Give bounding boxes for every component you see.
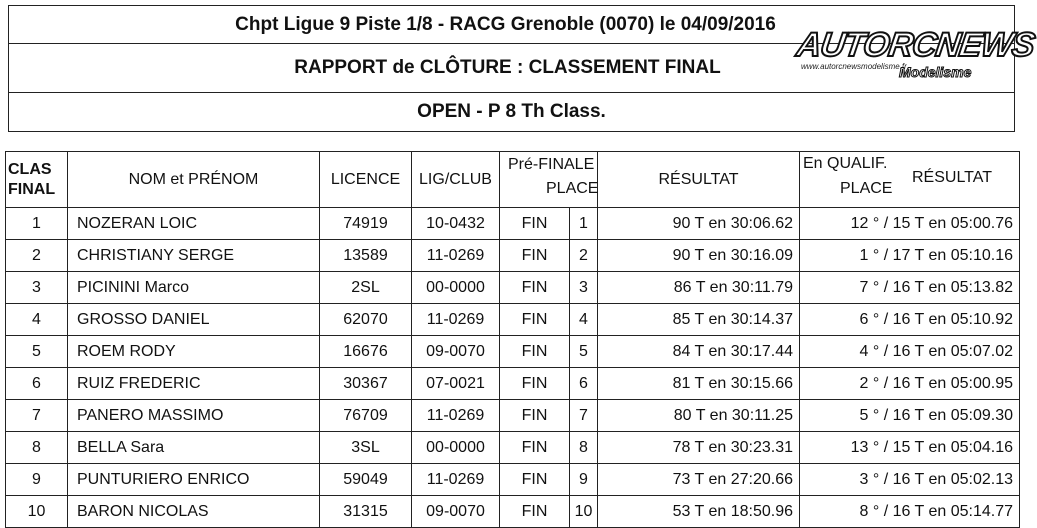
prefinal-place-cell: 3 xyxy=(570,272,598,304)
name-cell: BARON NICOLAS xyxy=(68,496,320,528)
rank-cell: 7 xyxy=(6,400,68,432)
rank-cell: 6 xyxy=(6,368,68,400)
table-row xyxy=(6,240,1020,272)
prefinal-place-cell: 9 xyxy=(570,464,598,496)
club-cell: 11-0269 xyxy=(412,304,500,336)
result-cell: 84 T en 30:17.44 xyxy=(598,336,800,368)
col-header-licence: LICENCE xyxy=(320,152,412,208)
qualif-cell: 12 ° / 15 T en 05:00.76 xyxy=(800,208,1020,240)
col-header-qualif: En QUALIF. PLACE RÉSULTAT xyxy=(800,152,1020,208)
prefinal-place-cell: 7 xyxy=(570,400,598,432)
licence-cell: 31315 xyxy=(320,496,412,528)
licence-cell: 13589 xyxy=(320,240,412,272)
table-header-row xyxy=(6,152,1020,208)
col-header-prefinale: Pré-FINALE PLACE xyxy=(500,152,598,208)
category-title: OPEN - P 8 Th Class. xyxy=(417,101,606,122)
club-cell: 11-0269 xyxy=(412,240,500,272)
status-cell: FIN xyxy=(500,496,570,528)
licence-cell: 3SL xyxy=(320,432,412,464)
result-cell: 80 T en 30:11.25 xyxy=(598,400,800,432)
qualif-cell: 5 ° / 16 T en 05:09.30 xyxy=(800,400,1020,432)
qualif-cell: 3 ° / 16 T en 05:02.13 xyxy=(800,464,1020,496)
licence-cell: 74919 xyxy=(320,208,412,240)
qualif-cell: 2 ° / 16 T en 05:00.95 xyxy=(800,368,1020,400)
status-cell: FIN xyxy=(500,240,570,272)
status-cell: FIN xyxy=(500,368,570,400)
status-cell: FIN xyxy=(500,272,570,304)
club-cell: 00-0000 xyxy=(412,432,500,464)
status-cell: FIN xyxy=(500,400,570,432)
club-cell: 11-0269 xyxy=(412,464,500,496)
qualif-cell: 4 ° / 16 T en 05:07.02 xyxy=(800,336,1020,368)
licence-cell: 30367 xyxy=(320,368,412,400)
rank-cell: 1 xyxy=(6,208,68,240)
club-cell: 07-0021 xyxy=(412,368,500,400)
result-cell: 86 T en 30:11.79 xyxy=(598,272,800,304)
result-cell: 78 T en 30:23.31 xyxy=(598,432,800,464)
logo-wordmark: AUTORCNEWS xyxy=(794,26,1037,64)
rank-cell: 8 xyxy=(6,432,68,464)
logo-url: www.autorcnewsmodelisme.fr xyxy=(801,62,907,71)
name-cell: BELLA Sara xyxy=(68,432,320,464)
rank-cell: 9 xyxy=(6,464,68,496)
name-cell: RUIZ FREDERIC xyxy=(68,368,320,400)
prefinal-place-cell: 2 xyxy=(570,240,598,272)
category-title-box xyxy=(8,92,1015,132)
name-cell: CHRISTIANY SERGE xyxy=(68,240,320,272)
table-row xyxy=(6,400,1020,432)
name-cell: GROSSO DANIEL xyxy=(68,304,320,336)
club-cell: 11-0269 xyxy=(412,400,500,432)
name-cell: NOZERAN LOIC xyxy=(68,208,320,240)
prefinal-place-cell: 1 xyxy=(570,208,598,240)
status-cell: FIN xyxy=(500,464,570,496)
prefinal-place-cell: 10 xyxy=(570,496,598,528)
name-cell: PANERO MASSIMO xyxy=(68,400,320,432)
table-row xyxy=(6,464,1020,496)
col-header-club: LIG/CLUB xyxy=(412,152,500,208)
name-cell: PUNTURIERO ENRICO xyxy=(68,464,320,496)
rank-cell: 2 xyxy=(6,240,68,272)
prefinal-place-cell: 8 xyxy=(570,432,598,464)
prefinal-place-cell: 6 xyxy=(570,368,598,400)
rank-cell: 5 xyxy=(6,336,68,368)
club-cell: 09-0070 xyxy=(412,336,500,368)
rank-cell: 10 xyxy=(6,496,68,528)
status-cell: FIN xyxy=(500,336,570,368)
status-cell: FIN xyxy=(500,432,570,464)
qualif-cell: 1 ° / 17 T en 05:10.16 xyxy=(800,240,1020,272)
name-cell: PICININI Marco xyxy=(68,272,320,304)
result-cell: 85 T en 30:14.37 xyxy=(598,304,800,336)
result-cell: 90 T en 30:06.62 xyxy=(598,208,800,240)
col-header-result: RÉSULTAT xyxy=(598,152,800,208)
logo-subtitle: Modelisme xyxy=(899,64,972,80)
qualif-cell: 7 ° / 16 T en 05:13.82 xyxy=(800,272,1020,304)
qualif-cell: 13 ° / 15 T en 05:04.16 xyxy=(800,432,1020,464)
autorcnews-logo xyxy=(794,26,1037,82)
table-row xyxy=(6,496,1020,528)
table-row xyxy=(6,432,1020,464)
result-cell: 53 T en 18:50.96 xyxy=(598,496,800,528)
rank-cell: 4 xyxy=(6,304,68,336)
result-cell: 81 T en 30:15.66 xyxy=(598,368,800,400)
name-cell: ROEM RODY xyxy=(68,336,320,368)
results-body xyxy=(6,208,1020,528)
table-row xyxy=(6,304,1020,336)
licence-cell: 76709 xyxy=(320,400,412,432)
licence-cell: 59049 xyxy=(320,464,412,496)
club-cell: 09-0070 xyxy=(412,496,500,528)
race-title: Chpt Ligue 9 Piste 1/8 - RACG Grenoble (0070) le 04/09/2016 xyxy=(235,13,776,35)
table-row xyxy=(6,272,1020,304)
club-cell: 00-0000 xyxy=(412,272,500,304)
col-header-name: NOM et PRÉNOM xyxy=(68,152,320,208)
prefinal-place-cell: 4 xyxy=(570,304,598,336)
rank-cell: 3 xyxy=(6,272,68,304)
prefinal-place-cell: 5 xyxy=(570,336,598,368)
licence-cell: 62070 xyxy=(320,304,412,336)
result-cell: 90 T en 30:16.09 xyxy=(598,240,800,272)
table-row xyxy=(6,336,1020,368)
table-row xyxy=(6,208,1020,240)
licence-cell: 16676 xyxy=(320,336,412,368)
status-cell: FIN xyxy=(500,304,570,336)
qualif-cell: 8 ° / 16 T en 05:14.77 xyxy=(800,496,1020,528)
result-cell: 73 T en 27:20.66 xyxy=(598,464,800,496)
report-title: RAPPORT de CLÔTURE : CLASSEMENT FINAL xyxy=(294,57,721,78)
qualif-cell: 6 ° / 16 T en 05:10.92 xyxy=(800,304,1020,336)
licence-cell: 2SL xyxy=(320,272,412,304)
results-table xyxy=(5,151,1020,528)
status-cell: FIN xyxy=(500,208,570,240)
club-cell: 10-0432 xyxy=(412,208,500,240)
col-header-rank: CLAS FINAL xyxy=(6,152,68,208)
table-row xyxy=(6,368,1020,400)
